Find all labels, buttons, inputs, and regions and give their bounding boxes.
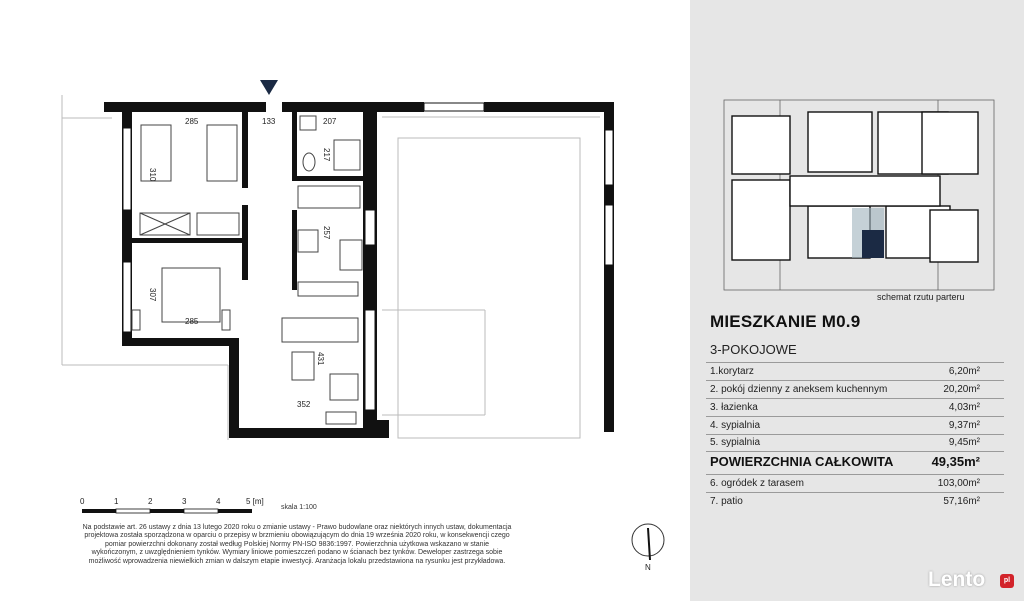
- dim-207: 207: [323, 117, 337, 126]
- kitchen-fixtures: [298, 186, 362, 296]
- dim-431: 431: [316, 352, 325, 366]
- dim-310: 310: [148, 168, 157, 182]
- dim-257: 257: [322, 226, 331, 240]
- scale-tick-2: 2: [148, 497, 153, 506]
- scale-tick-4: 4: [216, 497, 221, 506]
- divider: [706, 492, 1004, 493]
- total-label: POWIERZCHNIA CAŁKOWITA: [710, 454, 894, 469]
- compass-label: N: [645, 563, 651, 572]
- room-area: 6,20m²: [948, 366, 980, 377]
- room-label: 4. sypialnia: [710, 420, 761, 431]
- divider: [706, 474, 1004, 475]
- divider: [706, 416, 1004, 417]
- apartment-type: 3-POKOJOWE: [710, 342, 797, 357]
- room-area: 9,45m²: [948, 437, 980, 448]
- dim-217: 217: [322, 148, 331, 162]
- schema-caption: schemat rzutu parteru: [877, 292, 965, 302]
- lento-badge: pl: [1000, 574, 1014, 588]
- lento-watermark: Lento: [928, 568, 986, 591]
- garden-outline: [382, 117, 600, 438]
- legal-disclaimer: Na podstawie art. 26 ustawy z dnia 13 lutego 2020 roku o zmianie ustawy - Prawo budowlane oraz niektórych innych ustaw, dokumentacja projektowa została sporządzona w oparciu o przepisy w brzmieniu obowiązującym do dnia 19 września 2020 roku, w konsekwencji czego pomiar powierzchni dokonany został według Polskiej Normy PN-ISO 9836:1997. Powierzchnia użytkowa wskazano w stanie wykończonym, z uwzględnieniem tynków. Wymiary liniowe pomieszczeń podano w ścianach bez tynków. Deweloper zastrzega sobie możliwość wprowadzenia niewielkich zmian w dalszym etapie inwestycji. Aranżacja lokalu przedstawiona na rysunku jest przykładowa.: [82, 524, 512, 565]
- scale-note: skala 1:100: [281, 504, 317, 511]
- divider: [706, 398, 1004, 399]
- scale-tick-5: 5 [m]: [246, 497, 264, 506]
- divider: [706, 451, 1004, 452]
- apartment-title: MIESZKANIE M0.9: [710, 312, 861, 331]
- divider: [706, 434, 1004, 435]
- dim-285-top: 285: [185, 117, 199, 126]
- unit-highlight: [862, 230, 884, 258]
- entrance-arrow-icon: [260, 80, 278, 95]
- total-area-row: [710, 454, 980, 469]
- dim-133: 133: [262, 117, 276, 126]
- room-label: 3. łazienka: [710, 402, 758, 413]
- dim-285-bottom: 285: [185, 317, 199, 326]
- extra-label: 6. ogródek z tarasem: [710, 478, 804, 489]
- divider: [706, 362, 1004, 363]
- scale-bar: [80, 497, 264, 513]
- building-key-plan: [690, 0, 1024, 300]
- room-label: 2. pokój dzienny z aneksem kuchennym: [710, 384, 888, 395]
- compass-icon: [632, 524, 664, 572]
- total-value: 49,35m²: [931, 454, 980, 469]
- scale-tick-1: 1: [114, 497, 119, 506]
- scale-tick-3: 3: [182, 497, 187, 506]
- extra-area: 103,00m²: [937, 478, 980, 489]
- extra-label: 7. patio: [710, 496, 743, 507]
- room-label: 1.korytarz: [710, 366, 754, 377]
- room-area: 20,20m²: [943, 384, 980, 395]
- divider: [706, 380, 1004, 381]
- bedroom-2-furniture: [132, 268, 230, 330]
- room-area: 4,03m²: [948, 402, 980, 413]
- room-label: 5. sypialnia: [710, 437, 761, 448]
- room-area: 9,37m²: [948, 420, 980, 431]
- dim-307: 307: [148, 288, 157, 302]
- dim-352: 352: [297, 400, 311, 409]
- extra-area: 57,16m²: [943, 496, 980, 507]
- info-panel: [690, 0, 1024, 601]
- living-furniture: [282, 318, 358, 424]
- scale-tick-0: 0: [80, 497, 85, 506]
